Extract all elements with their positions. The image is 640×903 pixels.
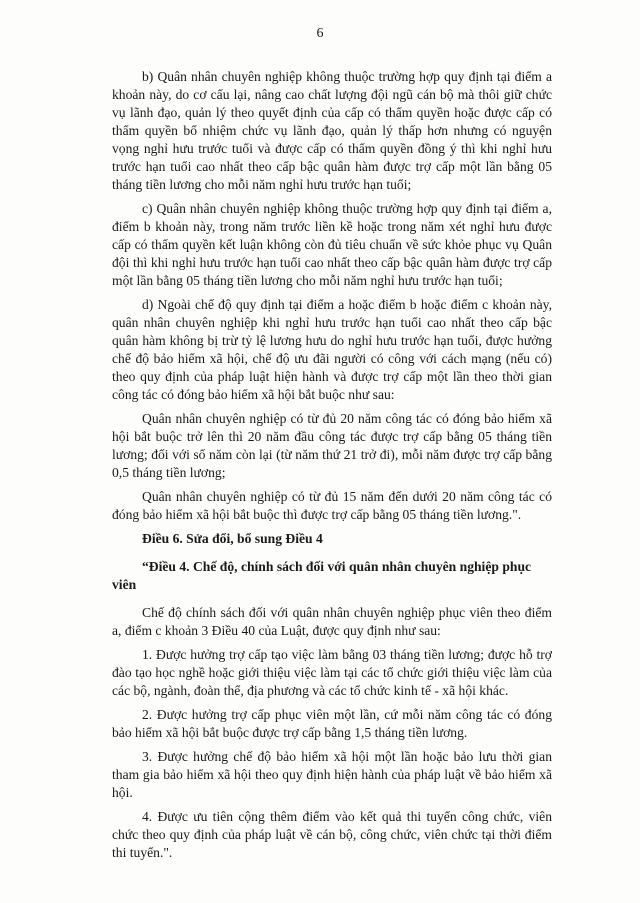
paragraph-item-3: 3. Được hưởng chế độ bảo hiểm xã hội một lần hoặc bảo lưu thời gian tham gia bảo hiểm xã hội theo quy định hiện hành của pháp luật về bảo hiểm xã hội. [112,749,552,800]
paragraph-15-years: Quân nhân chuyên nghiệp có từ đủ 15 năm đến dưới 20 năm công tác có đóng bảo hiểm xã hội bắt buộc thì được trợ cấp bằng 05 tháng tiền lương.". [112,489,552,522]
paragraph-item-2: 2. Được hưởng trợ cấp phục viên một lần, cứ mỗi năm công tác có đóng bảo hiểm xã hội bắt buộc được trợ cấp bằng 1,5 tháng tiền lương. [112,707,552,740]
paragraph-point-c: c) Quân nhân chuyên nghiệp không thuộc trường hợp quy định tại điểm a, điểm b khoản này, trong năm trước liền kề hoặc trong năm xét nghỉ hưu được cấp có thẩm quyền kết luận không còn đủ tiêu chuẩn về sức khỏe phục vụ Quân đội thì khi nghỉ hưu trước hạn tuổi cao nhất theo cấp bậc quân hàm được trợ cấp một lần bằng 05 tháng tiền lương cho mỗi năm nghỉ hưu trước hạn tuổi; [112,201,552,288]
paragraph-item-1: 1. Được hưởng trợ cấp tạo việc làm bằng 03 tháng tiền lương; được hỗ trợ đào tạo học nghề hoặc giới thiệu việc làm tại các tổ chức giới thiệu việc làm của các bộ, ngành, đoàn thể, địa phương và các tổ chức kinh tế - xã hội khác. [112,647,552,698]
document-body [112,68,552,868]
page-number: 6 [316,26,324,41]
article-title: “Điều 4. Chế độ, chính sách đối với quân nhân chuyên nghiệp phục viên [112,559,532,592]
paragraph-intro: Chế độ chính sách đối với quân nhân chuyên nghiệp phục viên theo điểm a, điểm c khoản 3 Điều 40 của Luật, được quy định như sau: [112,605,552,638]
paragraph-point-d: d) Ngoài chế độ quy định tại điểm a hoặc điểm b hoặc điểm c khoản này, quân nhân chuyên nghiệp khi nghỉ hưu trước hạn tuổi cao nhất theo cấp bậc quân hàm không bị trừ tỷ lệ lương hưu do nghỉ hưu trước hạn tuổi, được hưởng chế độ bảo hiểm xã hội, chế độ ưu đãi người có công với cách mạng (nếu có) theo quy định của pháp luật hiện hành và được trợ cấp một lần theo thời gian công tác có đóng bảo hiểm xã hội bắt buộc như sau: [112,297,552,402]
paragraph-item-4: 4. Được ưu tiên cộng thêm điểm vào kết quả thi tuyển công chức, viên chức theo quy định của pháp luật về cán bộ, công chức, viên chức tại thời điểm thi tuyển.". [112,809,552,860]
section-heading: Điều 6. Sửa đổi, bổ sung Điều 4 [142,531,323,546]
paragraph-point-b: b) Quân nhân chuyên nghiệp không thuộc trường hợp quy định tại điểm a khoản này, do cơ cấu lại, nâng cao chất lượng đội ngũ cán bộ mà thôi giữ chức vụ lãnh đạo, quản lý theo quyết định của cấp có thẩm quyền hoặc được cấp có thẩm quyền bổ nhiệm chức vụ lãnh đạo, quản lý thấp hơn nhưng có nguyện vọng nghỉ hưu trước tuổi và được cấp có thẩm quyền đồng ý thì khi nghỉ hưu trước hạn tuổi cao nhất theo cấp bậc quân hàm được trợ cấp một lần bằng 05 tháng tiền lương cho mỗi năm nghỉ hưu trước hạn tuổi; [112,69,552,192]
paragraph-20-years: Quân nhân chuyên nghiệp có từ đủ 20 năm công tác có đóng bảo hiểm xã hội bắt buộc trở lên thì 20 năm đầu công tác được trợ cấp bằng 05 tháng tiền lương; đối với số năm còn lại (từ năm thứ 21 trở đi), mỗi năm được trợ cấp bằng 0,5 tháng tiền lương; [112,411,552,480]
